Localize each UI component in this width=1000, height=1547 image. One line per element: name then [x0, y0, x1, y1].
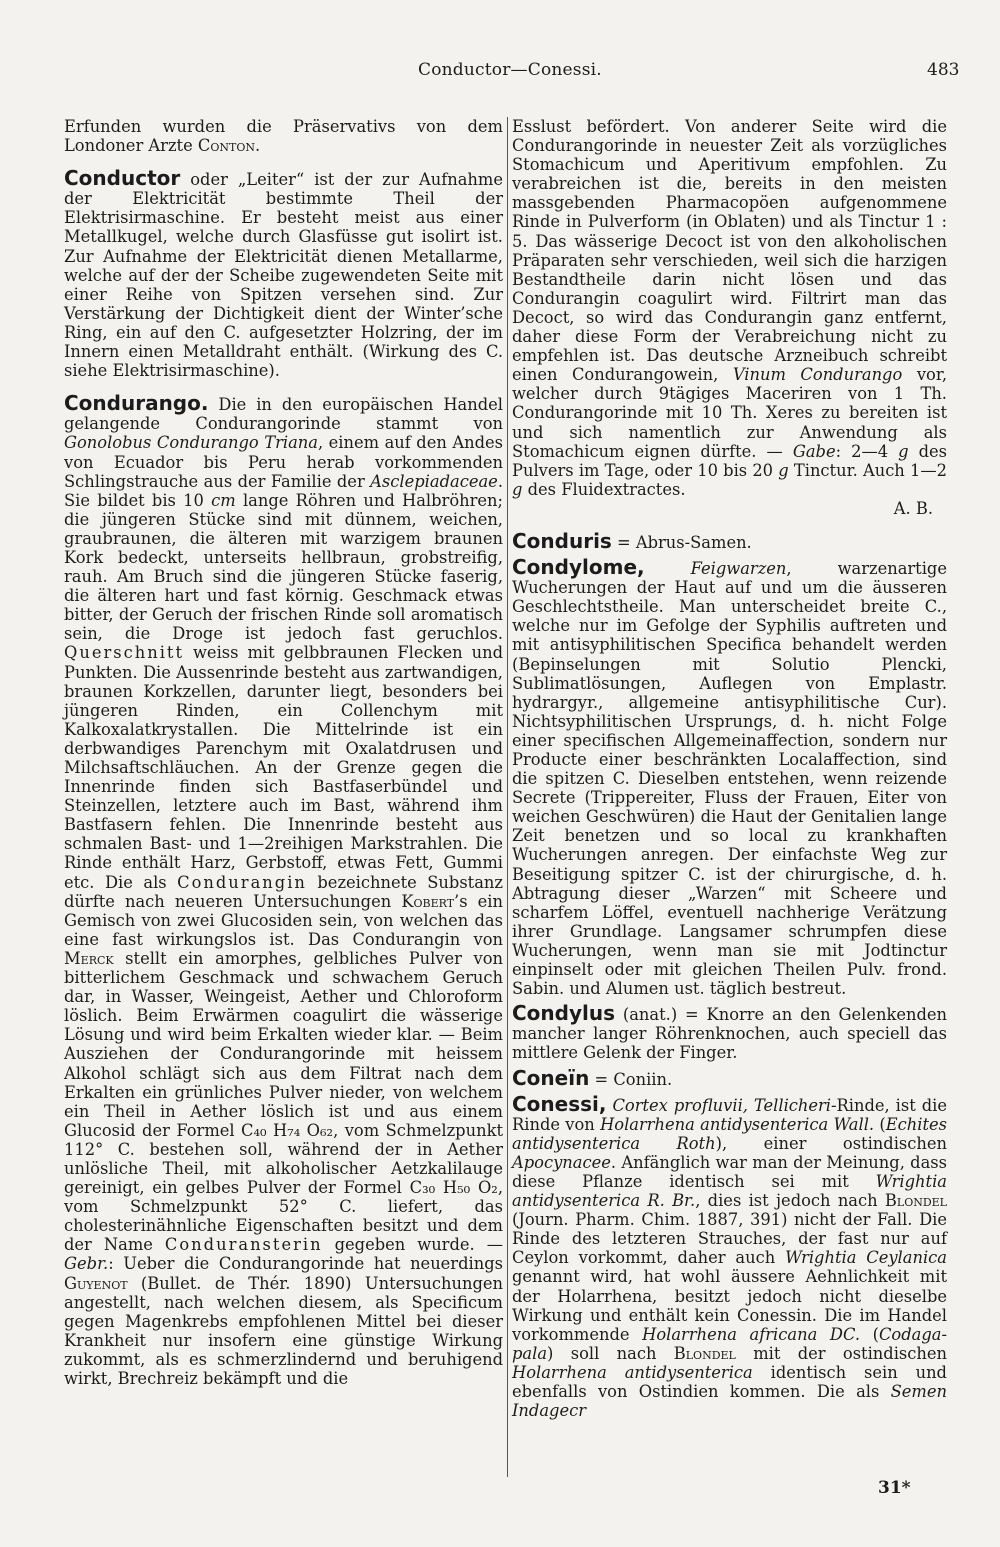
text-span: Tinctur. Auch 1—2 [788, 460, 947, 480]
unit: g [778, 460, 789, 480]
headword-conductor: Conductor [64, 166, 181, 191]
text-span: Erfunden wurden die Präservativs von dem Londoner Arzte [64, 117, 503, 156]
headword-condylus: Condylus [512, 1001, 616, 1026]
text-span: lange Röhren und Halbröhren; die jüngeren Stücke sind mit dünnem, weichen, graubraunen, die älteren mit warzigem braunen Kork bedeckt, unterseits hellbraun, grobstreifig, rauh. Am Bruch sind die jüngeren Stücke faserig, die älteren hart und fast körnig. Geschmack etwas bitter, der Geruch der frischen Rinde soll aromatisch sein, die Droge ist jedoch fast geruchlos. [64, 490, 503, 644]
text-span: ’s ein Gemisch von zwei Glucosiden sein, von welchen das eine fast wirkungslos ist. Das Condurangin von [64, 891, 503, 949]
entry-text: , warzenartige Wucherungen der Haut auf und um die äusseren Geschlechtstheile. Man unterscheidet breite C., welche nur im Gefolge der Syphilis auftreten und mit antisyphilitischen Specifica behandelt werden (Bepinselungen mit Solutio Plencki, Sublimatlösungen, Auflegen von Emplastr. hydrargyr., allgemeine antisyphilitische Cur). Nichtsyphilitischen Ursprungs, d. h. nicht Folge einer specifischen Allgemeinaffection, sondern nur Producte einer beschränkten Localaffection, sind die spitzen C. Dieselben entstehen, wenn reizende Secrete (Trippereiter, Fluss der Frauen, Eiter von weichen Geschwüren) die Haut der Genitalien lange Zeit benetzen und so local zu krankhaften Wucherungen anregen. Der einfachste Weg zur Beseitigung spitzer C. ist der chirurgische, d. h. Abtragung dieser „Warzen“ mit Scheere und scharfem Löffel, eventuell nachherige Verätzung ihrer Grundlage. Langsamer schrumpfen diese Wucherungen, wenn man sie mit Jodtinctur einpinselt oder mit gleichen Theilen Pulv. frond. Sabin. und Alumen ust. täglich bestreut. [512, 559, 947, 999]
text-span: ( [860, 1324, 879, 1344]
text-span: ) soll nach [547, 1343, 674, 1363]
column-divider [507, 117, 508, 1477]
text-span: ), einer ostindischen [715, 1133, 947, 1153]
text-span: genannt wird, hat wohl äussere Aehnlichkeit mit der Holarrhena, besitzt jedoch nicht dieselbe Wirkung und enthält kein Conessin. Die im Handel vorkommende [512, 1267, 947, 1344]
text-span: identisch sein und ebenfalls von Ostindien kommen. Die als [512, 1362, 947, 1401]
running-header [0, 60, 1000, 86]
unit: g [512, 479, 523, 499]
entry-condurango [64, 391, 504, 1388]
drug-name: Semen Indagecr [512, 1382, 947, 1421]
synonym: Cortex profluvii, Tellicheri [612, 1095, 832, 1115]
text-span: , dies ist jedoch nach [695, 1191, 885, 1211]
family-name: Apocynacee [512, 1152, 611, 1172]
text-span: des Pulvers im Tage, oder 10 bis 20 [512, 441, 947, 480]
author-signature: A. B. [893, 498, 933, 518]
species-name: Holarrhena africana DC. [642, 1324, 860, 1344]
entry-condylus [512, 1001, 947, 1063]
text-span: (Bullet. de Thér. 1890) Untersuchungen angestellt, nach welchen diesem, als Specificum gegen Magenkrebs empfohlenen Mittel bei dieser Krankheit nur insofern eine günstige Wirkung zukommt, als es schmerzlindernd und beruhigend wirkt, Brechreiz bekämpft und die [64, 1273, 503, 1388]
unit: cm [211, 490, 236, 510]
species-name: Gonolobus Condurango Triana [64, 433, 318, 453]
text-span [645, 559, 691, 578]
page-number: 483 [927, 60, 960, 80]
right-column [512, 117, 947, 1420]
species-name: Wrightia antidysenterica R. Br. [512, 1171, 947, 1211]
text-span: bezeichnete Substanz dürfte nach neueren Untersuchungen [64, 872, 503, 911]
spaced-term: Querschnitt [64, 643, 184, 663]
author-name: Blondel [884, 1191, 947, 1211]
text-span: mit der ostindischen [735, 1343, 947, 1363]
spaced-term: Condurangin [177, 872, 307, 892]
paragraph-praeservativ [64, 117, 503, 155]
headword-condylome: Condylome, [512, 555, 645, 580]
author-name: Guyenot [64, 1273, 128, 1293]
family-name: Asclepiadaceae [370, 471, 498, 491]
running-title: Conductor—Conessi. [418, 60, 602, 80]
abbrev: Gabe [792, 441, 836, 461]
preparation-name: Vinum Condurango [732, 365, 903, 385]
entry-conein [512, 1065, 947, 1090]
text-span: , einem auf den Andes von Ecuador bis Peru herab vorkommenden Schlingstrauche aus der Familie der [64, 433, 503, 491]
species-name: Wrightia Ceylanica [785, 1248, 947, 1268]
text-span: : Ueber die Condurangorinde hat neuerdings [108, 1254, 503, 1274]
headword-condurango: Condurango. [64, 391, 209, 416]
author-name: Blondel [673, 1343, 736, 1363]
text-span: Die in den europäischen Handel gelangende Condurangorinde stammt von [64, 395, 503, 434]
synonym: Codaga-pala [512, 1324, 947, 1363]
text-span: . [254, 136, 261, 156]
text-span: -Rinde, ist die Rinde von [512, 1095, 947, 1134]
author-name: Conton [197, 136, 255, 156]
synonym: Feigwarzen [690, 559, 787, 579]
entry-text: (anat.) = Knorre an den Gelenkenden mancher langer Röhrenknochen, auch speciell das mittlere Gelenk der Finger. [512, 1005, 947, 1063]
entry-conductor [64, 166, 503, 381]
entry-text: = Abrus-Samen. [611, 532, 752, 552]
text-span: . Anfänglich war man der Meinung, dass diese Pflanze identisch sei mit [512, 1152, 947, 1191]
entry-text: = Coniin. [589, 1069, 673, 1089]
signature-mark: 31* [878, 1478, 911, 1498]
text-span: (Journ. Pharm. Chim. 1887, 391) nicht der Fall. Die Rinde des letzteren Strauches, der fast nur auf Ceylon vorkommt, daher auch [512, 1210, 947, 1268]
entry-condylome [512, 555, 947, 999]
species-name: Holarrhena antidysenterica [512, 1362, 753, 1382]
text-span: weiss mit gelbbraunen Flecken und Punkten. Die Aussenrinde besteht aus zartwandigen, braunen Korkzellen, darunter liegt, besonders bei jüngeren Rinden, ein Collenchym mit Kalkoxalatkrystallen. Die Mittelrinde ist ein derbwandiges Parenchym mit Oxalatdrusen und Milchsaftschläuchen. An der Grenze gegen die Innenrinde finden sich Bastfaserbündel und Steinzellen, letztere auch im Bast, während ihm Bastfasern fehlen. Die Innenrinde besteht aus schmalen Bast- und 1—2reihigen Markstrahlen. Die Rinde enthält Harz, Gerbstoff, etwas Fett, Gummi etc. Die als [64, 643, 503, 892]
headword-conein: Coneïn [512, 1065, 590, 1090]
text-span: : 2—4 [835, 441, 899, 461]
author-name: Kobert [401, 891, 455, 911]
text-span: . Sie bildet bis 10 [64, 471, 503, 510]
author-name: Merck [64, 948, 114, 968]
species-name: Echites antidysenterica Roth [512, 1114, 947, 1153]
abbrev: Gebr. [64, 1254, 109, 1274]
species-name: Holarrhena antidysenterica Wall. [600, 1114, 875, 1134]
entry-condurango-continued [512, 117, 947, 499]
text-span: Esslust befördert. Von anderer Seite wird die Condurangorinde in neuester Zeit als vorzügliches Stomachicum und Aperitivum empfohlen. Zu verabreichen ist die, bereits in den meisten massgebenden Pharmacopöen aufgenommene Rinde in Pulverform (in Oblaten) und als Tinctur 1 : 5. Das wässerige Decoct ist von den alkoholischen Präparaten sehr verschieden, weil sich die harzigen Bestandtheile darin nicht lösen und das Condurangin coagulirt wird. Filtrirt man das Decoct, so wird das Condurangin ganz entfernt, daher diese Form der Verabreichung nicht zu empfehlen ist. Das deutsche Arzneibuch schreibt einen Condurangowein, [512, 117, 947, 385]
text-span: stellt ein amorphes, gelbliches Pulver von bitterlichem Geschmack und schwachem Geruch dar, in Wasser, Weingeist, Aether und Chloroform löslich. Beim Erwärmen coagulirt die wässerige Lösung und wird beim Erkalten wieder klar. — Beim Ausziehen der Condurangorinde mit heissem Alkohol schlägt sich aus dem Filtrat nach dem Erkalten ein grünliches Pulver nieder, von welchem ein Theil in Aether löslich ist und aus einem Glucosid der Formel C₄₀ H₇₄ O₆₂, vom Schmelzpunkt 112° C. bestehen soll, während der in Aether unlösliche Theil, mit alkoholischer Aetzkalilauge gereinigt, ein gelbes Pulver der Formel C₃₀ H₅₀ O₂, vom Schmelzpunkt 52° C. liefert, das cholesterinähnliche Eigenschaften besitzt und dem der Name [64, 948, 503, 1255]
spaced-term: Conduransterin [164, 1235, 323, 1255]
text-span: vor, welcher durch 9tägiges Maceriren von 1 Th. Condurangorinde mit 10 Th. Xeres zu bereiten ist und sich namentlich zur Anwendung als Stomachicum eignen dürfte. — [512, 365, 947, 461]
text-span: ( [874, 1114, 886, 1134]
entry-text: oder „Leiter“ ist der zur Aufnahme der Elektricität bestimmte Theil der Elektrisirmaschine. Er besteht meist aus einer Metallkugel, welche durch Glasfüsse gut isolirt ist. Zur Aufnahme der Elektricität dienen Metallarme, welche auf der der Scheibe zugewendeten Seite mit einer Reihe von Spitzen versehen sind. Zur Verstärkung der Dichtigkeit dient der Winter’sche Ring, ein auf den C. aufgesetzter Holzring, der im Innern einen Metalldraht enthält. (Wirkung des C. siehe Elektrisirmaschine). [64, 170, 503, 381]
left-column [64, 117, 503, 1388]
headword-conessi: Conessi, [512, 1091, 607, 1116]
entry-conessi [512, 1091, 947, 1421]
unit: g [898, 441, 909, 461]
text-span: des Fluidextractes. [522, 479, 686, 499]
text-span: gegeben wurde. — [322, 1235, 504, 1255]
headword-conduris: Conduris [512, 528, 612, 553]
entry-conduris [512, 528, 947, 553]
